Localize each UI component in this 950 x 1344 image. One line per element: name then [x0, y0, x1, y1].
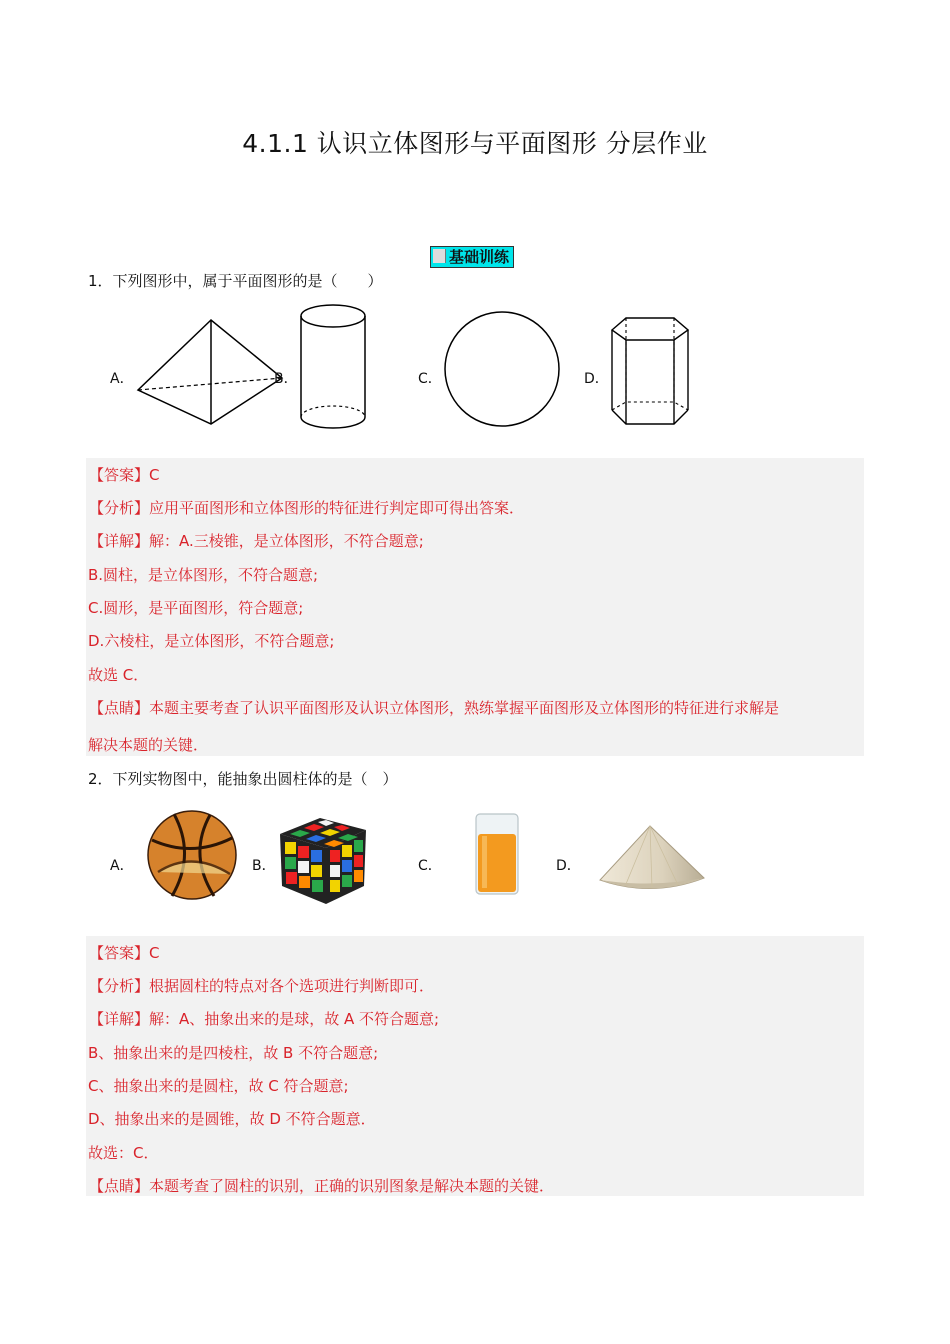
q1-option-a-label: A．: [110, 371, 134, 387]
hexagonal-prism-figure: [606, 314, 696, 430]
question-1-stem: 1．下列图形中，属于平面图形的是（ ）: [88, 272, 383, 290]
question-2-stem: 2．下列实物图中，能抽象出圆柱体的是（ ）: [88, 770, 398, 788]
juice-glass-image: [474, 812, 520, 896]
q1-option-b-label: B．: [274, 371, 298, 387]
detail-line: D.六棱柱，是立体图形，不符合题意;: [88, 632, 335, 650]
triangular-pyramid-figure: [136, 318, 286, 428]
analysis-line: 【分析】应用平面图形和立体图形的特征进行判定即可得出答案．: [89, 499, 525, 517]
checkbox-icon: [433, 249, 446, 263]
section-badge: [430, 246, 514, 268]
cylinder-figure: [298, 302, 370, 432]
choice-line: 故选 C．: [88, 666, 149, 684]
answer-line: 【答案】C: [89, 466, 160, 484]
comment-line: 【点睛】本题考查了圆柱的识别，正确的识别图象是解决本题的关键．: [89, 1177, 555, 1195]
q2-answer-box: [86, 936, 864, 1196]
q1-option-c-label: C．: [418, 371, 442, 387]
q1-answer-box: [86, 458, 864, 756]
rubiks-cube-image: [276, 812, 370, 906]
section-label: 基础训练: [449, 248, 510, 266]
analysis-line: 【分析】根据圆柱的特点对各个选项进行判断即可．: [89, 977, 435, 995]
basketball-image: [144, 810, 240, 900]
comment-line: 【点睛】本题主要考查了认识平面图形及认识立体图形，熟练掌握平面图形及立体图形的特征进行求解是: [89, 699, 780, 717]
choice-line: 故选：C．: [88, 1144, 159, 1162]
detail-line: B.圆柱，是立体图形，不符合题意;: [88, 566, 319, 584]
circle-figure: [442, 310, 564, 430]
conical-hat-image: [596, 822, 708, 894]
q2-option-a-label: A．: [110, 858, 134, 874]
q2-option-b-label: B．: [252, 858, 276, 874]
detail-line: C.圆形，是平面图形，符合题意;: [88, 599, 304, 617]
answer-line: 【答案】C: [89, 944, 160, 962]
q2-option-c-label: C．: [418, 858, 442, 874]
page-title: 4.1.1 认识立体图形与平面图形 分层作业: [242, 129, 708, 158]
q1-option-d-label: D．: [584, 371, 609, 387]
detail-line: B、抽象出来的是四棱柱，故 B 不符合题意;: [88, 1044, 379, 1062]
q2-option-d-label: D．: [556, 858, 581, 874]
detail-line: 【详解】解：A、抽象出来的是球，故 A 不符合题意;: [89, 1010, 440, 1028]
detail-line: C、抽象出来的是圆柱，故 C 符合题意;: [88, 1077, 349, 1095]
detail-line: D、抽象出来的是圆锥，故 D 不符合题意．: [88, 1110, 376, 1128]
comment-line: 解决本题的关键．: [88, 736, 209, 754]
detail-line: 【详解】解：A.三棱锥，是立体图形，不符合题意;: [89, 532, 424, 550]
